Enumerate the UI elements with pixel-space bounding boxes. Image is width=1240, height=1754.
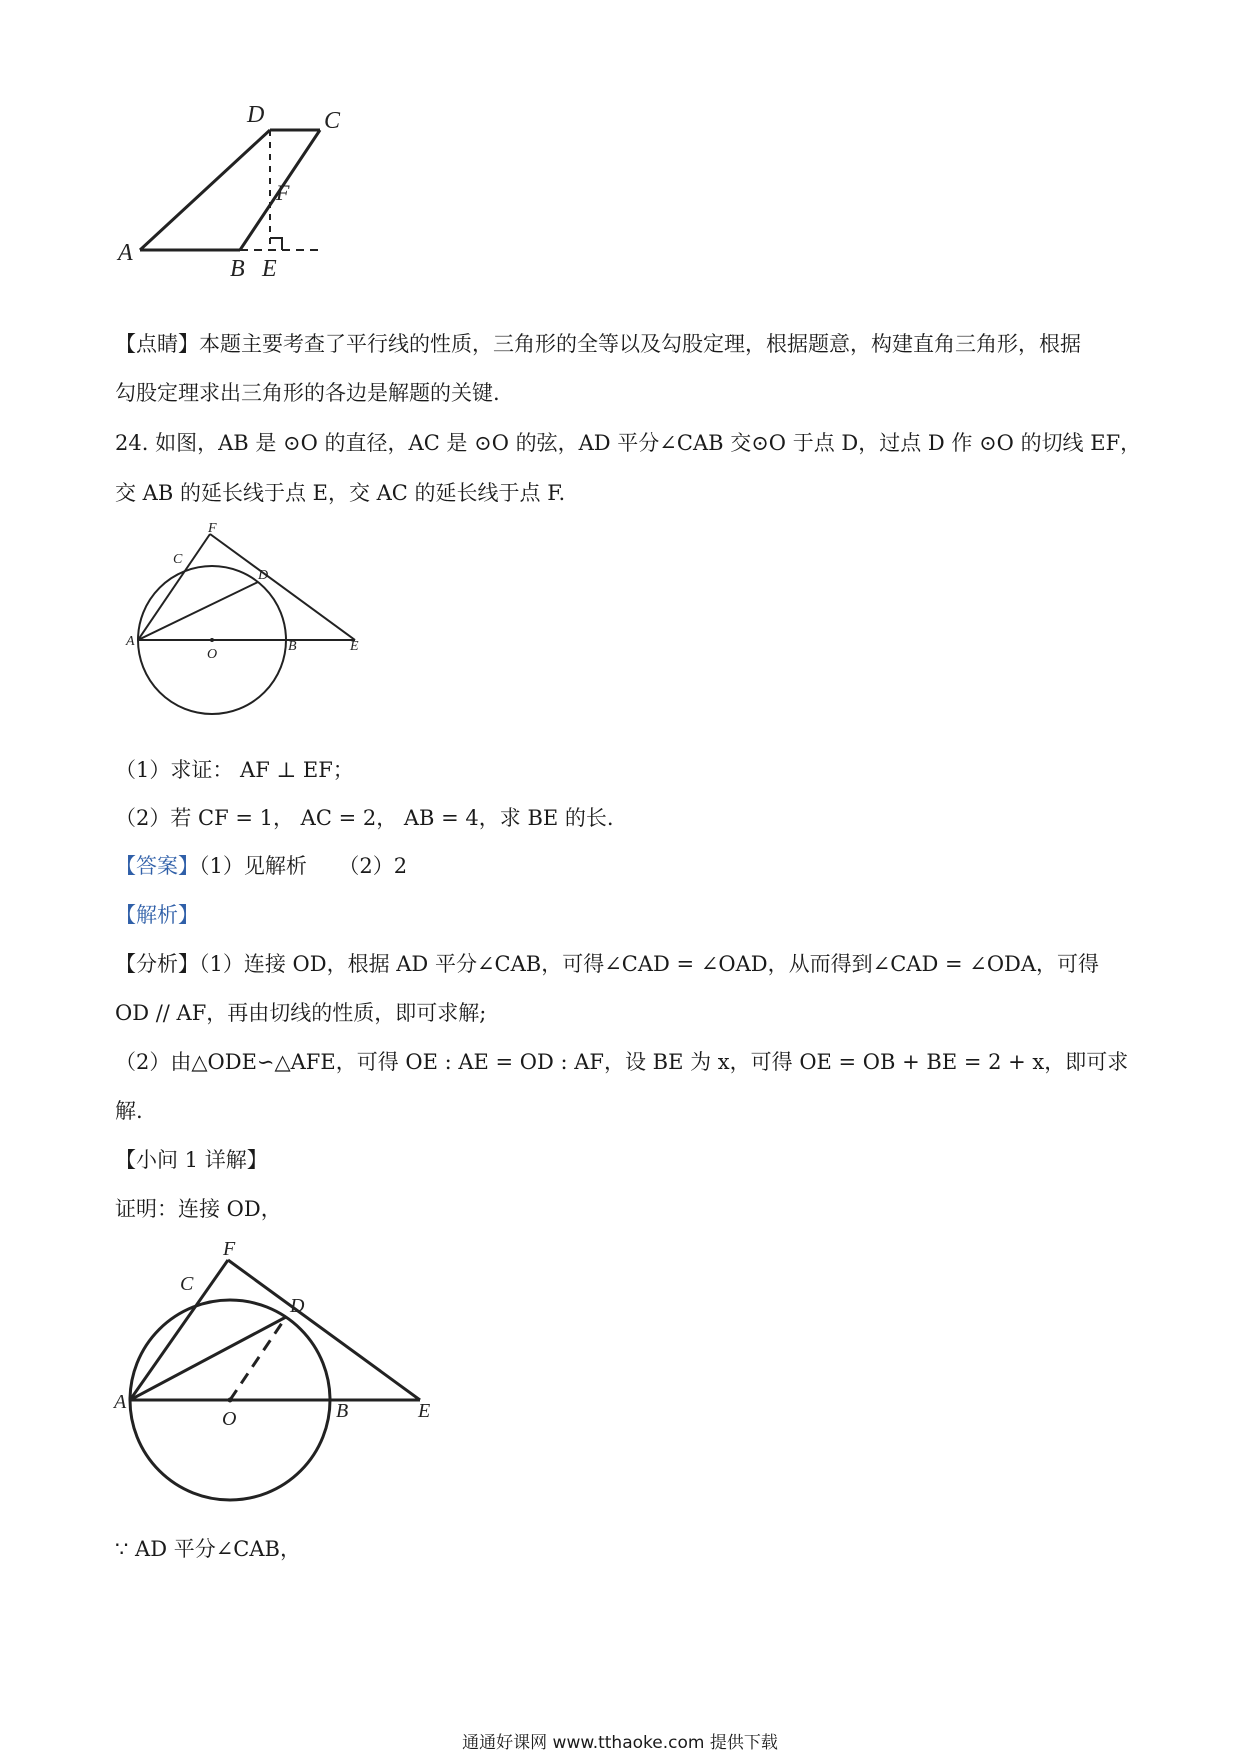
fig3-label-O: O	[222, 1408, 237, 1430]
fenxi-tag: 【分析】	[115, 952, 199, 976]
fig2-label-A: A	[126, 634, 135, 649]
figure-trapezoid	[110, 100, 400, 310]
proof-line1: 证明：连接 OD，	[115, 1197, 282, 1221]
dianjing-line1	[115, 329, 1081, 359]
figure-circle-large	[110, 1238, 440, 1515]
answer-line	[115, 851, 407, 881]
fig1-label-D: D	[247, 102, 265, 128]
fig2-label-O: O	[207, 647, 218, 662]
fenxi-line1	[115, 949, 1099, 979]
answer-tag: 【答案】	[115, 854, 199, 878]
fig1-label-F: F	[276, 180, 290, 205]
fenxi-line3: （2）由△ODE∽△AFE，可得 OE : AE = OD : AF，设 BE 为 x，可得 OE = OB + BE = 2 + x，即可求	[115, 1050, 1129, 1074]
fig3-label-F: F	[223, 1238, 236, 1260]
figure-circle-small	[120, 521, 370, 725]
q24-number: 24.	[115, 431, 149, 455]
fig1-label-C: C	[324, 108, 341, 134]
fig2-label-F: F	[208, 521, 217, 536]
footer-text: 通通好课网 www.tthaoke.com 提供下载	[462, 1733, 778, 1753]
fig1-label-E: E	[262, 256, 277, 282]
fig2-label-D: D	[258, 568, 269, 583]
dianjing-tag: 【点睛】	[115, 332, 199, 356]
fig2-label-B: B	[288, 639, 297, 654]
fig3-label-B: B	[336, 1400, 349, 1422]
jiexi-tag: 【解析】	[115, 903, 199, 927]
answer-text: （1）见解析 （2）2	[199, 854, 408, 878]
q24-line2: 交 AB 的延长线于点 E，交 AC 的延长线于点 F.	[115, 481, 566, 505]
fig3-label-A: A	[114, 1391, 127, 1413]
q24-line1	[115, 428, 1141, 458]
fig1-label-B: B	[230, 256, 245, 282]
fig1-label-A: A	[118, 240, 133, 266]
part-1: （1）求证： AF ⊥ EF；	[115, 758, 354, 782]
q24-text-1: 如图，AB 是 ⊙O 的直径，AC 是 ⊙O 的弦，AD 平分∠CAB 交⊙O 于点 D，过点 D 作 ⊙O 的切线 EF，	[155, 431, 1142, 455]
fig3-label-E: E	[418, 1400, 431, 1422]
fenxi-line2: OD // AF，再由切线的性质，即可求解;	[115, 1001, 487, 1025]
fig2-label-E: E	[350, 639, 359, 654]
dianjing-line2: 勾股定理求出三角形的各边是解题的关键.	[115, 381, 500, 405]
because-line: ∵ AD 平分∠CAB，	[115, 1537, 301, 1561]
fig3-label-C: C	[180, 1273, 194, 1295]
fig2-label-C: C	[173, 552, 183, 567]
fig3-label-D: D	[290, 1295, 305, 1317]
xiaowen1-tag: 【小问 1 详解】	[115, 1148, 268, 1172]
dianjing-text-1: 本题主要考查了平行线的性质，三角形的全等以及勾股定理，根据题意，构建直角三角形，根据	[199, 332, 1081, 356]
fenxi-text-1: （1）连接 OD，根据 AD 平分∠CAB，可得∠CAD = ∠OAD，从而得到∠CAD = ∠ODA，可得	[199, 952, 1100, 976]
fenxi-line4: 解.	[115, 1099, 143, 1123]
part-2: （2）若 CF = 1， AC = 2， AB = 4，求 BE 的长.	[115, 806, 614, 830]
